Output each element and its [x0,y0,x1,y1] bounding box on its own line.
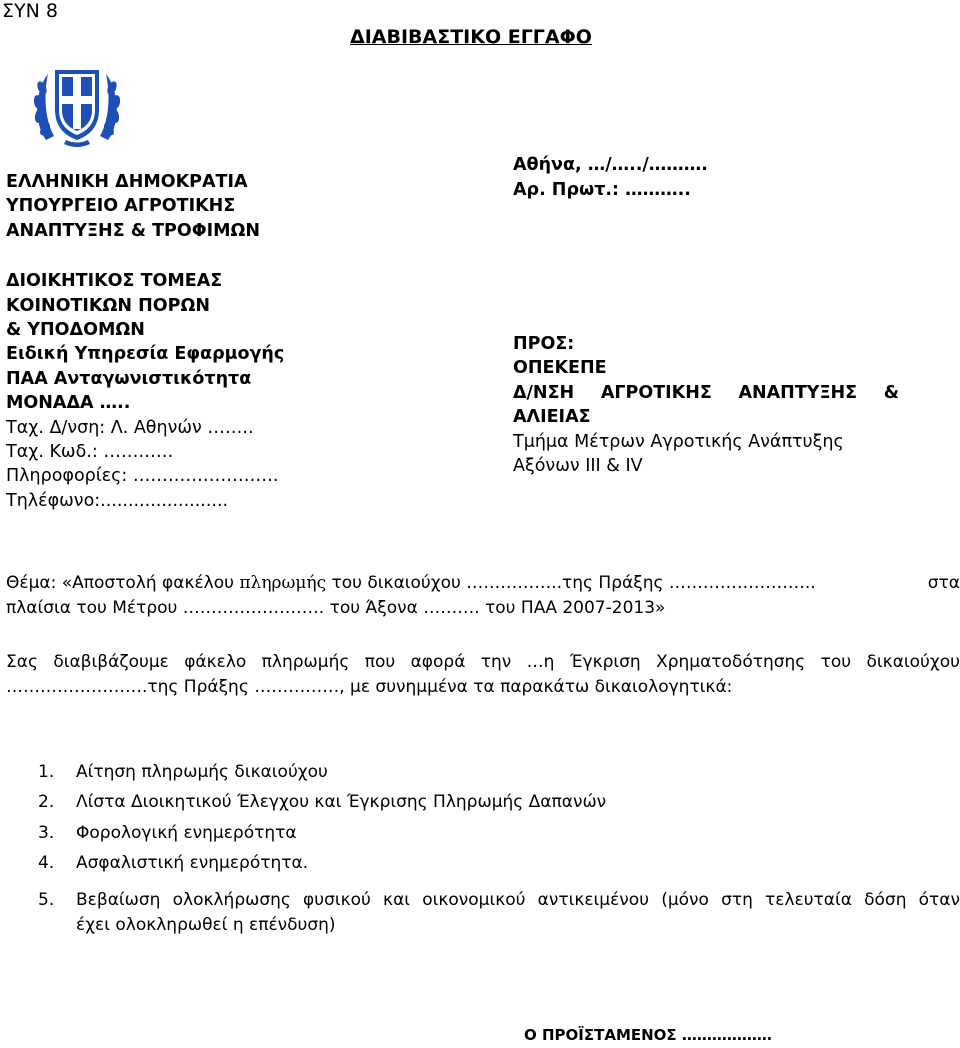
sender-ministry-line1: ΥΠΟΥΡΓΕΙΟ ΑΓΡΟΤΙΚΗΣ [6,196,236,217]
recipient-dept-word: Δ/ΝΣΗ [513,382,575,403]
subject-line1 [6,571,960,596]
subject-part1: Θέμα: «Αποστολή φακέλου [6,573,240,593]
sender-postcode: Ταχ. Κωδ.: ………… [6,442,174,463]
document-code: ΣΥΝ 8 [2,0,58,22]
list-item-word: οικονομικού [422,890,526,910]
list-item-word: όταν [918,890,960,910]
body-word: δικαιούχου [866,652,960,672]
subject-part2: του δικαιούχου ……………..της Πράξης …………………….. [326,573,816,593]
subject-line2: πλαίσια του Μέτρου ……………………. του Άξονα ………. του ΠΑΑ 2007-2013» [6,597,666,618]
sender-sector-line3: & ΥΠΟΔΟΜΩΝ [6,320,145,341]
list-item-word: (μόνο [661,890,709,910]
list-item-text: Φορολογική ενημερότητα [76,823,297,843]
greek-coat-of-arms-icon [28,58,126,154]
sender-sector-line1: ΔΙΟΙΚΗΤΙΚΟΣ ΤΟΜΕΑΣ [6,271,223,292]
body-word: που [364,652,396,672]
subject-line-end: στα [927,573,960,593]
list-item-word: δόση [864,890,907,910]
recipient-section: Τμήμα Μέτρων Αγροτικής Ανάπτυξης [513,431,844,452]
signature-line: Ο ΠΡΟΪΣΤΑΜΕΝΟΣ ……………… [524,1026,772,1044]
list-item-word: ολοκλήρωσης [172,890,291,910]
body-word: Χρηματοδότησης [656,652,806,672]
list-item-word: στη [721,890,753,910]
list-item-number: 5. [38,890,55,910]
body-line1 [6,650,960,675]
sender-country: ΕΛΛΗΝΙΚΗ ΔΗΜΟΚΡΑΤΙΑ [6,172,248,192]
date-line: Αθήνα, …/…../………. [513,155,708,175]
list-item-word: τελευταία [765,890,852,910]
recipient-department [513,381,899,405]
body-word: Έγκριση [569,652,641,672]
subject-paragraph [6,571,960,620]
sender-phone: Τηλέφωνο:....................... [6,490,229,511]
sender-address: Ταχ. Δ/νση: Λ. Αθηνών …….. [6,417,254,438]
list-item-word: Βεβαίωση [76,890,161,910]
list-item-word: και [383,890,411,910]
recipient-org: ΟΠΕΚΕΠΕ [513,358,607,379]
list-item-text: Αίτηση πληρωμής δικαιούχου [76,762,328,782]
dateline-block [513,153,708,202]
body-word: φάκελο [184,652,247,672]
body-word: του [820,652,852,672]
body-word: αφορά [410,652,466,672]
list-item-number: 2. [38,792,55,812]
recipient-dept-word: ΑΓΡΟΤΙΚΗΣ [600,382,712,403]
subject-text [6,571,816,596]
list-item-text-line2: έχει ολοκληρωθεί η επένδυση) [76,914,336,935]
list-item-number: 3. [38,823,55,843]
sender-unit: ΜΟΝΑΔΑ ….. [6,393,131,414]
body-word: πληρωμής [261,652,350,672]
list-item-text-line1 [76,888,960,913]
list-item-text: Λίστα Διοικητικού Έλεγχου και Έγκρισης Πληρωμής Δαπανών [76,792,607,812]
list-item-text [76,888,960,937]
document-title: ΔΙΑΒΙΒΑΣΤΙΚΟ ΕΓΓΑΦΟ [350,26,592,48]
body-paragraph [6,650,960,699]
body-word: …η [526,652,555,672]
recipient-to-label: ΠΡΟΣ: [513,334,575,354]
body-word: την [480,652,512,672]
recipient-block [513,332,899,478]
subject-serif-word: πληρωμής [239,573,327,593]
sender-service-line1: Ειδική Υπηρεσία Εφαρμογής [6,344,285,365]
list-item-word: αντικειμένου [537,890,650,910]
sender-info: Πληροφορίες: ……………………. [6,466,279,487]
protocol-line: Αρ. Πρωτ.: ……….. [513,179,691,200]
recipient-axes: Αξόνων ΙΙΙ & ΙV [513,456,643,477]
recipient-dept-word: & [883,382,899,403]
list-item-word: φυσικού [303,890,371,910]
list-item-number: 1. [38,762,55,782]
list-item-number: 4. [38,853,55,873]
sender-sector-line2: ΚΟΙΝΟΤΙΚΩΝ ΠΟΡΩΝ [6,295,210,316]
body-word: διαβιβάζουμε [53,652,169,672]
sender-service-line2: ΠΑΑ Ανταγωνιστικότητα [6,368,252,389]
sender-ministry-line2: ΑΝΑΠΤΥΞΗΣ & ΤΡΟΦΙΜΩΝ [6,220,261,241]
recipient-department-line2: ΑΛΙΕΙΑΣ [513,407,591,428]
recipient-dept-word: ΑΝΑΠΤΥΞΗΣ [738,382,858,403]
sender-block [6,170,284,513]
list-item-text: Ασφαλιστική ενημερότητα. [76,853,309,873]
body-line2: …………………….της Πράξης ……………, με συνημμένα τα παρακάτω δικαιολογητικά: [6,676,733,697]
body-word: Σας [6,652,38,672]
